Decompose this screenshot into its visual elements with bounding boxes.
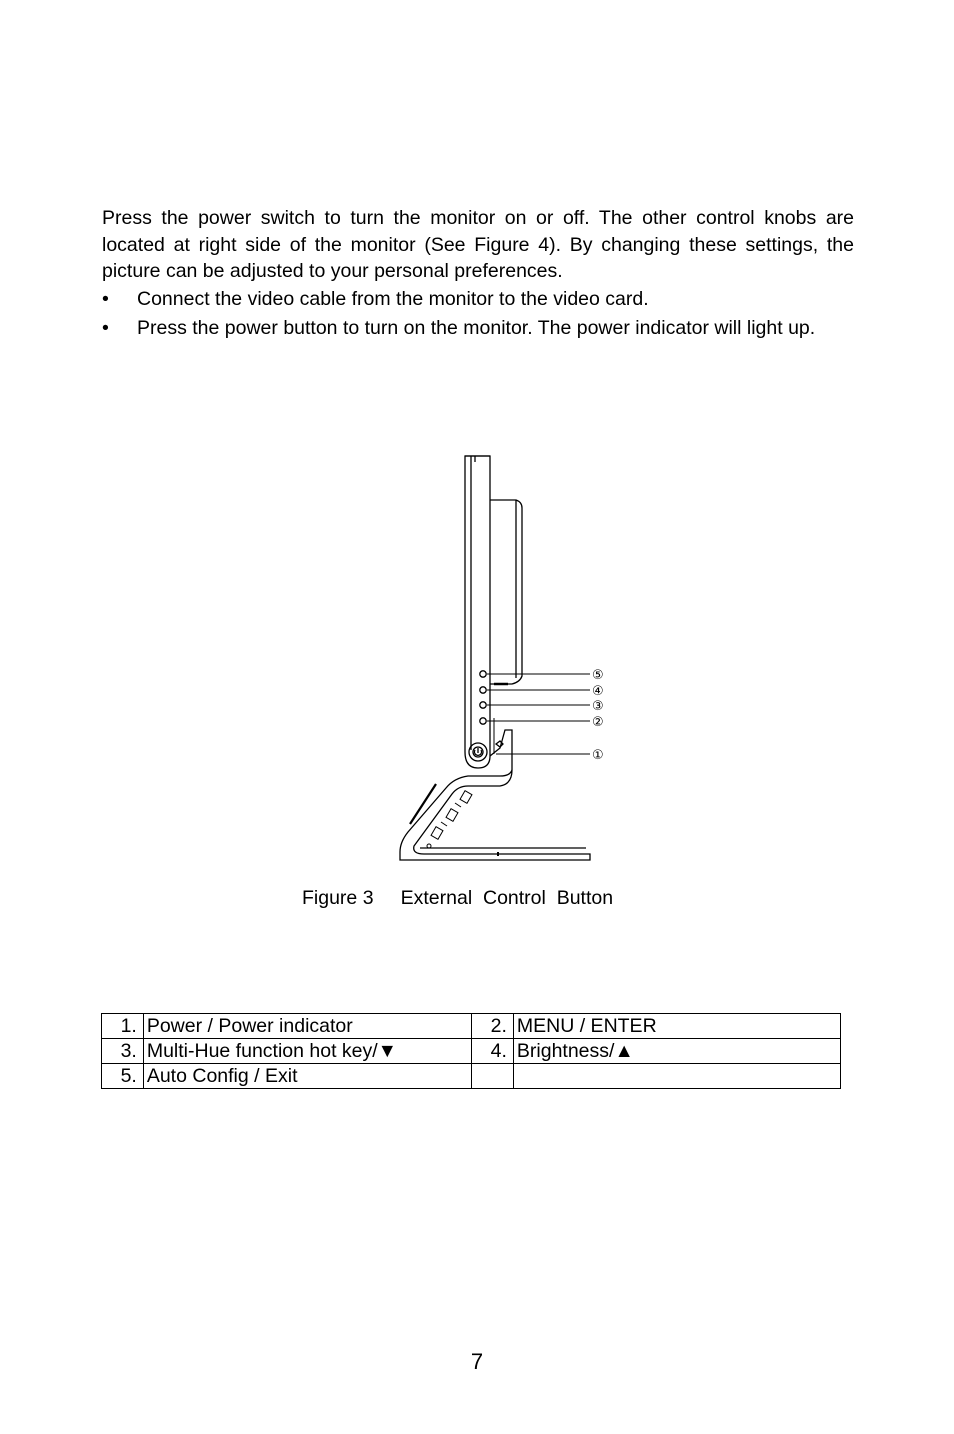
- table-row: [102, 1064, 841, 1089]
- callout-1: ①: [592, 748, 604, 763]
- monitor-side-view-diagram: [396, 452, 606, 867]
- legend-label: Power / Power indicator: [143, 1014, 471, 1039]
- callout-3: ③: [592, 699, 604, 714]
- monitor-rear-housing: [490, 500, 522, 684]
- button-4-icon: [480, 687, 486, 693]
- list-item: [102, 285, 862, 314]
- button-3-icon: [480, 702, 486, 708]
- callout-leaders: [487, 674, 590, 754]
- bullet-marker: •: [102, 288, 109, 310]
- legend-label: Brightness/▲: [513, 1039, 840, 1064]
- figure-caption: Figure 3 External Control Button: [302, 887, 614, 909]
- list-item: [102, 314, 862, 374]
- bullet-marker: •: [102, 317, 109, 339]
- callout-2: ②: [592, 715, 604, 730]
- control-button-legend-table: [101, 1013, 841, 1089]
- legend-number: 5.: [102, 1064, 144, 1089]
- intro-paragraph: Press the power switch to turn the monitor on or off. The other control knobs are located at right side of the monitor (See Figure 4). By changing these settings, the picture can be adjusted to your personal preferences.: [102, 207, 854, 282]
- legend-number: 4.: [472, 1039, 514, 1064]
- button-2-icon: [480, 718, 486, 724]
- page-number: 7: [470, 1349, 484, 1374]
- legend-number: [472, 1064, 514, 1089]
- list-item-text: Press the power button to turn on the monitor. The power indicator will light up.: [137, 317, 816, 339]
- monitor-stand: [400, 770, 590, 860]
- legend-label: [513, 1064, 840, 1089]
- list-item-text: Connect the video cable from the monitor to the video card.: [137, 288, 649, 310]
- button-5-icon: [480, 671, 486, 677]
- callout-5: ⑤: [592, 668, 604, 683]
- legend-number: 3.: [102, 1039, 144, 1064]
- legend-label: Multi-Hue function hot key/▼: [143, 1039, 471, 1064]
- legend-label: Auto Config / Exit: [143, 1064, 471, 1089]
- table-row: [102, 1014, 841, 1039]
- callout-4: ④: [592, 684, 604, 699]
- table-row: [102, 1039, 841, 1064]
- legend-label: MENU / ENTER: [513, 1014, 840, 1039]
- legend-number: 2.: [472, 1014, 514, 1039]
- legend-number: 1.: [102, 1014, 144, 1039]
